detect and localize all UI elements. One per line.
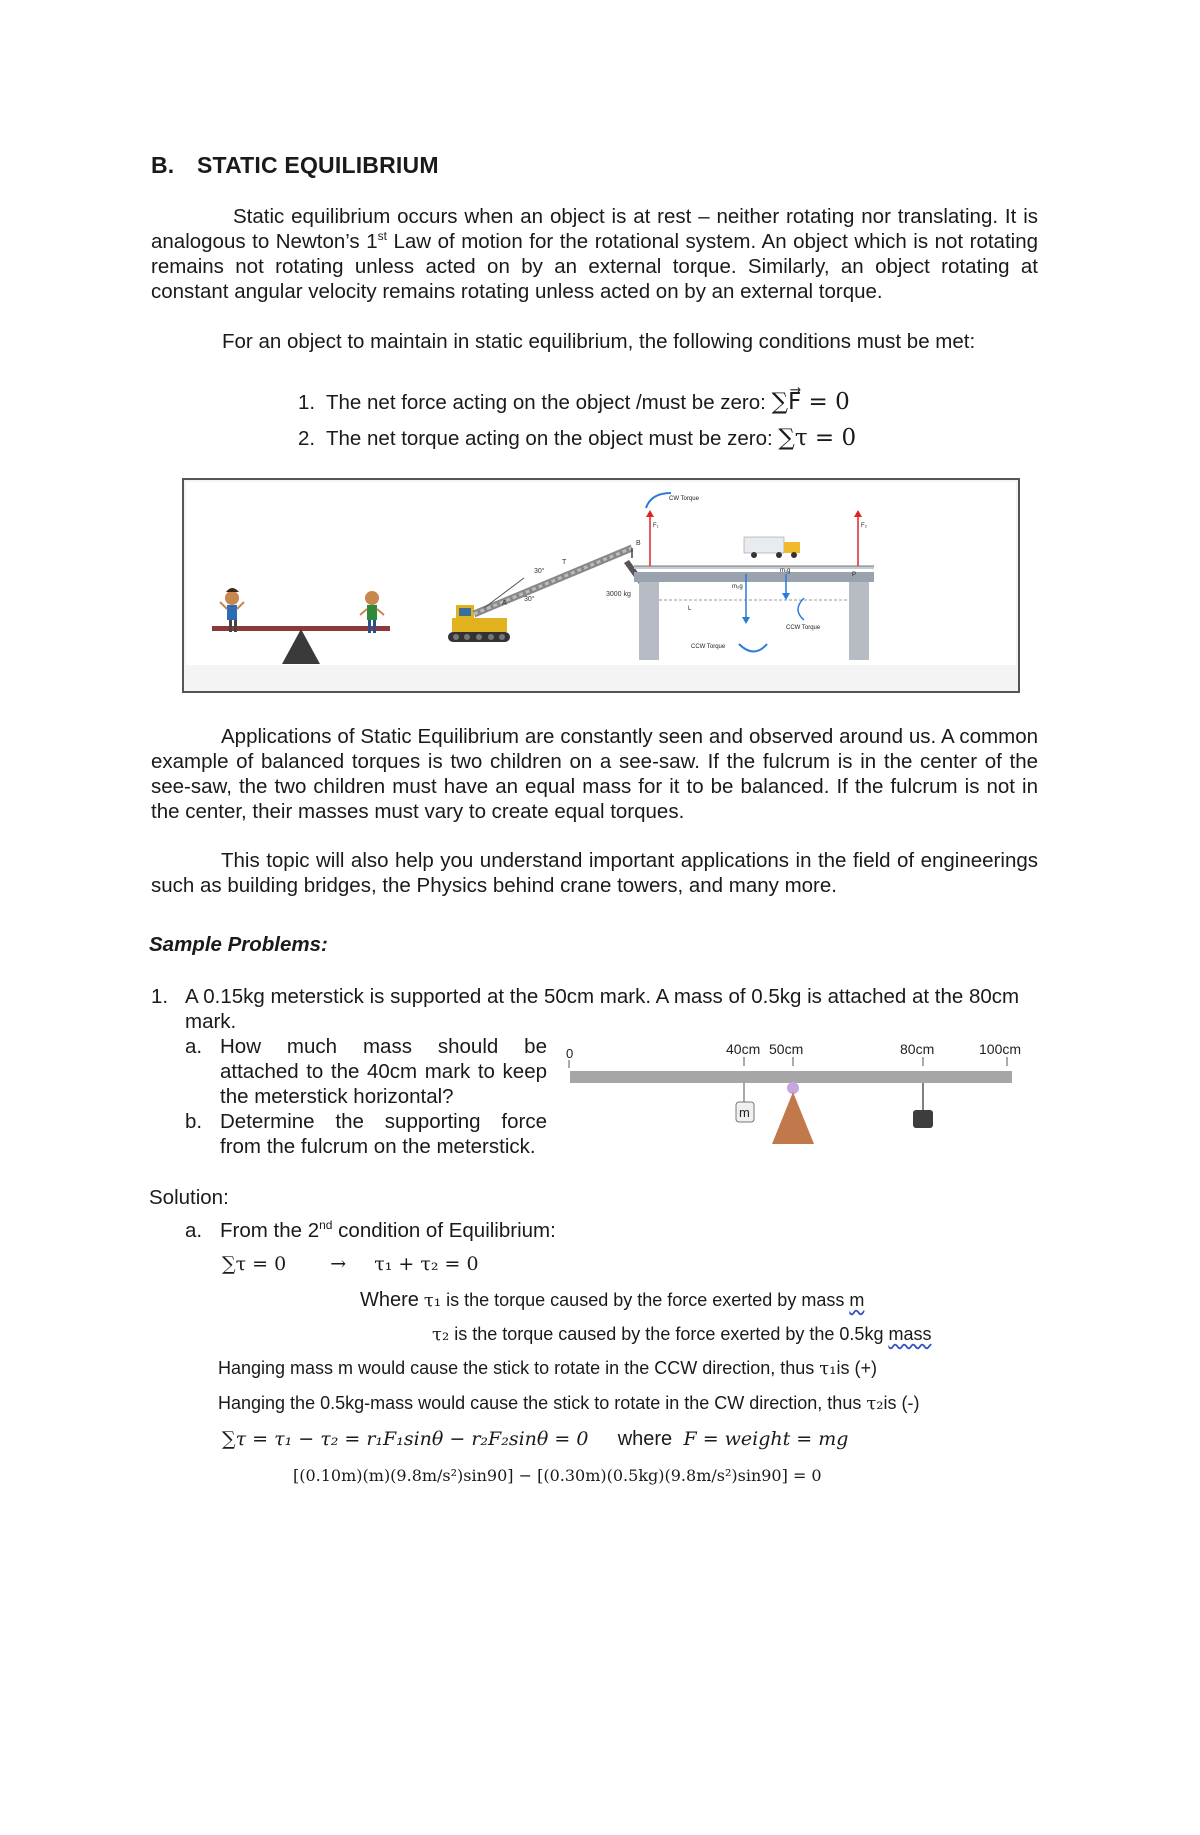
section-number: B.: [151, 152, 175, 178]
conditions-intro: For an object to maintain in static equilibrium, the following conditions must be met:: [222, 330, 976, 353]
mark-0: 0: [566, 1046, 574, 1061]
sample-problems-heading: Sample Problems:: [149, 933, 328, 956]
hanging-mass-0-5kg: [913, 1110, 933, 1128]
ccw-note: Hanging mass m would cause the stick to rotate in the CCW direction, thus τ₁is (+): [218, 1358, 877, 1379]
tau1-definition: Where τ₁ is the torque caused by the force exerted by mass m: [360, 1289, 865, 1311]
mark-50: 50cm: [769, 1041, 804, 1057]
tau2-definition: τ₂ is the torque caused by the force exerted by the 0.5kg mass: [432, 1324, 932, 1345]
equation-2: ∑τ = τ₁ − τ₂ = r₁F₁sinθ − r₂F₂sinθ = 0 where F = weight = mg: [222, 1428, 849, 1450]
problem-1: 1. A 0.15kg meterstick is supported at the 50cm mark. A mass of 0.5kg is attached at the 80cm mark.: [151, 985, 1020, 1033]
applications-paragraph: Applications of Static Equilibrium are constantly seen and observed around us. A common example of balanced torques is two children on a see-saw. If the fulcrum is in the center of the see-saw, the two children must have an equal mass for it to be balanced. If the fulcrum is not in the center, their masses must vary to create equal torques.: [151, 725, 1038, 823]
cw-note: Hanging the 0.5kg-mass would cause the stick to rotate in the CW direction, thus τ₂is (-): [218, 1393, 920, 1414]
bridge-cw-torque: CW Torque: [669, 496, 699, 502]
crane-t-label: T: [562, 559, 567, 566]
section-heading: [151, 152, 439, 179]
meterstick-diagram: [560, 1034, 1040, 1154]
crane-a-label: A: [502, 600, 507, 607]
bridge-ccw-torque-right: CCW Torque: [786, 625, 821, 631]
mark-40: 40cm: [726, 1041, 761, 1057]
condition-1: 1. The net force acting on the object /must be zero: ∑F⃗ = 0: [298, 389, 850, 415]
bridge-ccw-torque-bottom: CCW Torque: [691, 644, 726, 650]
solution-a: a. From the 2nd condition of Equilibrium:: [185, 1218, 556, 1242]
bridge-f1: F₁: [653, 523, 659, 529]
bridge-m2g: m₂g: [732, 584, 743, 590]
equation-3: [(0.10m)(m)(9.8m/s²)sin90] − [(0.30m)(0.5kg)(9.8m/s²)sin90] = 0: [293, 1466, 822, 1485]
condition-2: 2. The net torque acting on the object must be zero: ∑τ = 0: [298, 425, 857, 451]
equilibrium-illustration: [182, 478, 1020, 693]
crane-b-label: B: [636, 540, 641, 547]
crane-load: 3000 kg: [606, 591, 631, 598]
bridge-m1g: m₁g: [780, 568, 791, 574]
meterstick: [570, 1071, 1012, 1083]
bridge-length: L: [688, 606, 692, 612]
intro-paragraph: Static equilibrium occurs when an object is at rest – neither rotating nor translating. It is analogous to Newton’s 1st Law of motion for the rotational system. An object which is not rotating remains not rotating unless acted on by an external torque. Similarly, an object rotating at constant angular velocity remains rotating unless acted on by an external torque.: [151, 205, 1039, 303]
solution-heading: Solution:: [149, 1186, 229, 1209]
equation-1: ∑τ = 0 → τ₁ + τ₂ = 0: [222, 1253, 479, 1275]
problem-1b: b. Determine the supporting force from the fulcrum on the meterstick.: [185, 1110, 547, 1158]
problem-1a: a. How much mass should be attached to the 40cm mark to keep the meterstick horizontal?: [185, 1035, 547, 1108]
bridge-p: P: [852, 572, 857, 578]
crane-angle-2: 30°: [524, 596, 535, 603]
mark-100: 100cm: [979, 1041, 1022, 1057]
section-title: STATIC EQUILIBRIUM: [197, 152, 439, 178]
crane-angle-1: 30°: [534, 568, 545, 575]
illustration-svg: [184, 480, 1018, 691]
mark-80: 80cm: [900, 1041, 935, 1057]
engineering-paragraph: This topic will also help you understand important applications in the field of engineerings such as building bridges, the Physics behind crane towers, and many more.: [151, 849, 1038, 897]
unknown-mass-label: m: [739, 1105, 750, 1120]
bridge-f2: F₂: [861, 523, 867, 529]
fulcrum: [772, 1092, 814, 1144]
